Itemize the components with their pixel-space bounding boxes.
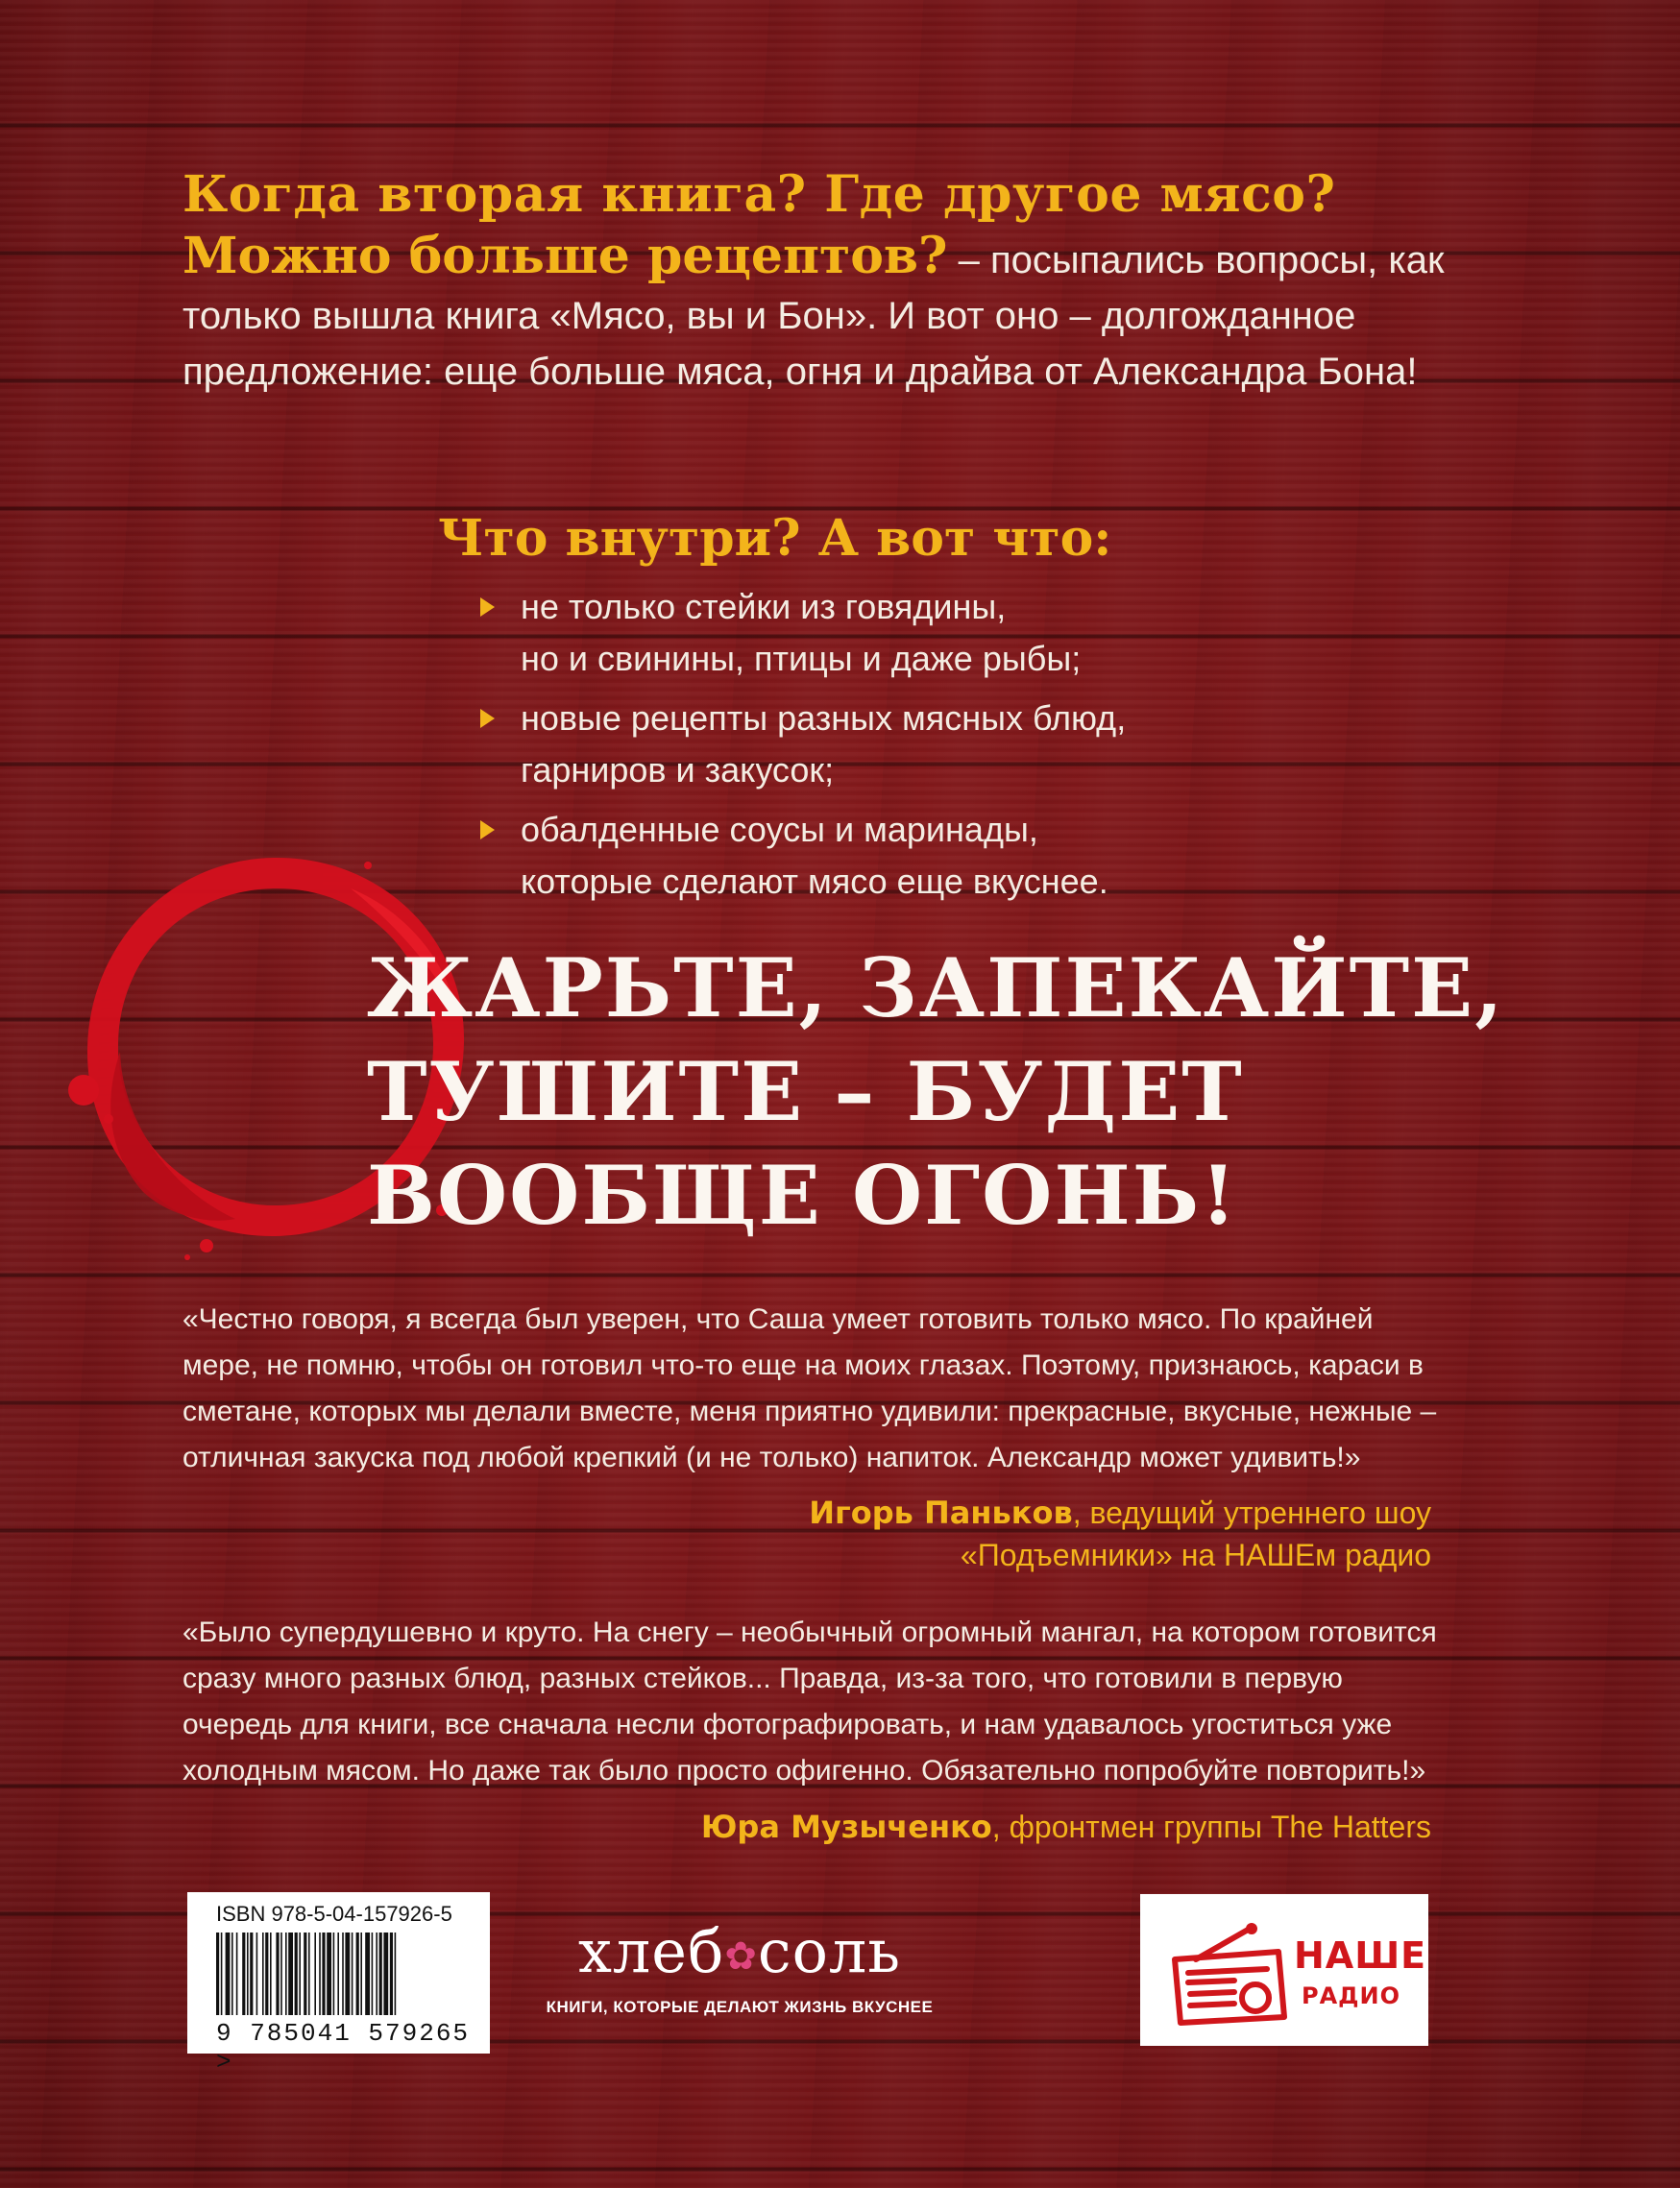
barcode-bar bbox=[308, 1933, 310, 2015]
quote-2-attribution bbox=[183, 1806, 1431, 1848]
feature-text: новые рецепты разных мясных блюд, гарниров и закусок; bbox=[521, 698, 1127, 790]
barcode-bar bbox=[337, 1933, 339, 2015]
barcode-bar bbox=[231, 1933, 233, 2015]
intro-block bbox=[183, 163, 1489, 400]
barcode-bar bbox=[376, 1933, 377, 2015]
barcode-bar bbox=[226, 1933, 231, 2015]
barcode-bar bbox=[250, 1933, 253, 2015]
feature-text: не только стейки из говядины, но и свинины, птицы и даже рыбы; bbox=[521, 587, 1082, 678]
barcode-bar bbox=[390, 1933, 393, 2015]
barcode-icon bbox=[216, 1933, 464, 2015]
slogan-line3: ВООБЩЕ ОГОНЬ! bbox=[367, 1148, 1238, 1243]
barcode-bar bbox=[395, 1933, 397, 2015]
publisher-name-right: соль bbox=[757, 1916, 902, 1986]
intro-text: – посыпались вопросы, как только вышла книга «Мясо, вы и Бон». И вот оно – долгожданное предложение: еще больше мяса, огня и драйва от Александра Бона! bbox=[183, 239, 1445, 393]
barcode-bar bbox=[356, 1933, 359, 2015]
barcode-bar bbox=[299, 1933, 301, 2015]
barcode-bar bbox=[295, 1933, 298, 2015]
barcode-bar bbox=[285, 1933, 287, 2015]
barcode-bar bbox=[319, 1933, 321, 2015]
isbn-barcode-box bbox=[187, 1892, 490, 2077]
intro-heading-line2: Можно больше рецептов? bbox=[183, 227, 948, 285]
list-item bbox=[480, 581, 1441, 685]
barcode-bar bbox=[352, 1933, 353, 2015]
barcode-bar bbox=[288, 1933, 293, 2015]
quote-2-text: «Было супердушевно и круто. На снегу – необычный огромный мангал, на котором готовится сразу много разных блюд, разных стейков... Правда, из-за того, что готовили в первую очередь для книги, все сначала несли фотографировать, и нам удавалось угоститься уже холодным мясом. Но даже так было просто офигенно. Обязательно попробуйте повторить!» bbox=[183, 1617, 1437, 1787]
slogan-line2: ТУШИТЕ – БУДЕТ bbox=[367, 1044, 1244, 1139]
barcode-bar bbox=[365, 1933, 370, 2015]
quote-1-role-line2: «Подъемники» на НАШЕм радио bbox=[960, 1538, 1431, 1572]
isbn-label: ISBN 978-5-04-157926-5 bbox=[216, 1902, 452, 1926]
barcode-bar bbox=[236, 1933, 238, 2015]
barcode-bar bbox=[242, 1933, 245, 2015]
radio-logo bbox=[1140, 1894, 1428, 2046]
barcode-bar bbox=[342, 1933, 344, 2015]
barcode-bar bbox=[216, 1933, 219, 2015]
barcode-bar bbox=[322, 1933, 325, 2015]
radio-name: НАШЕ bbox=[1294, 1934, 1427, 1977]
publisher-logo bbox=[538, 1916, 941, 2017]
barcode-bar bbox=[256, 1933, 258, 2015]
barcode-bar bbox=[372, 1933, 374, 2015]
feature-text: обалденные соусы и маринады, которые сделают мясо еще вкуснее. bbox=[521, 810, 1108, 901]
radio-sub: РАДИО bbox=[1302, 1982, 1401, 2009]
barcode-bar bbox=[345, 1933, 350, 2015]
list-item bbox=[480, 804, 1441, 908]
barcode-bar bbox=[280, 1933, 282, 2015]
publisher-name-left: хлеб bbox=[577, 1916, 725, 1986]
quote-1-text: «Честно говоря, я всегда был уверен, что Саша умеет готовить только мясо. По крайней мере, не помню, чтобы он готовил что-то еще на моих глазах. Поэтому, признаюсь, караси в сметане, которых мы делали вместе, меня приятно удивили: прекрасные, вкусные, нежные – отличная закуска под любой крепкий (и не только) напиток. Александр может удивить!» bbox=[183, 1303, 1437, 1473]
flower-icon: ✿ bbox=[724, 1933, 758, 1979]
barcode-bar bbox=[276, 1933, 279, 2015]
bullet-icon bbox=[480, 709, 495, 728]
barcode-bar bbox=[265, 1933, 268, 2015]
bullet-icon bbox=[480, 597, 495, 617]
barcode-bar bbox=[304, 1933, 306, 2015]
features-list bbox=[480, 581, 1441, 915]
barcode-bar bbox=[247, 1933, 249, 2015]
slogan-line1: ЖАРЬТЕ, ЗАПЕКАЙТЕ, bbox=[367, 940, 1505, 1035]
quote-1-author: Игорь Паньков bbox=[809, 1495, 1073, 1531]
slogan bbox=[367, 936, 1520, 1248]
barcode-bar bbox=[262, 1933, 264, 2015]
publisher-tagline: КНИГИ, КОТОРЫЕ ДЕЛАЮТ ЖИЗНЬ ВКУСНЕЕ bbox=[546, 1997, 934, 2016]
barcode-bar bbox=[379, 1933, 382, 2015]
intro-heading-line1: Когда вторая книга? Где другое мясо? bbox=[183, 165, 1336, 224]
barcode-bar bbox=[314, 1933, 316, 2015]
barcode-bar bbox=[360, 1933, 362, 2015]
list-item bbox=[480, 693, 1441, 796]
inside-heading: Что внутри? А вот что: bbox=[438, 509, 1112, 568]
isbn-digits: 9 785041 579265 > bbox=[216, 2019, 471, 2077]
quote-2-role-line1: , фронтмен группы The Hatters bbox=[991, 1810, 1431, 1844]
radio-icon bbox=[1167, 1923, 1292, 2029]
publisher-wordmark bbox=[538, 1916, 941, 1992]
barcode-bar bbox=[327, 1933, 331, 2015]
quote-1-attribution bbox=[183, 1492, 1431, 1576]
barcode-bar bbox=[221, 1933, 223, 2015]
quote-1-role-line1: , ведущий утреннего шоу bbox=[1072, 1495, 1431, 1530]
barcode-bar bbox=[270, 1933, 272, 2015]
barcode-bar bbox=[333, 1933, 335, 2015]
quote-2-author: Юра Музыченко bbox=[700, 1809, 992, 1845]
barcode-bar bbox=[383, 1933, 388, 2015]
